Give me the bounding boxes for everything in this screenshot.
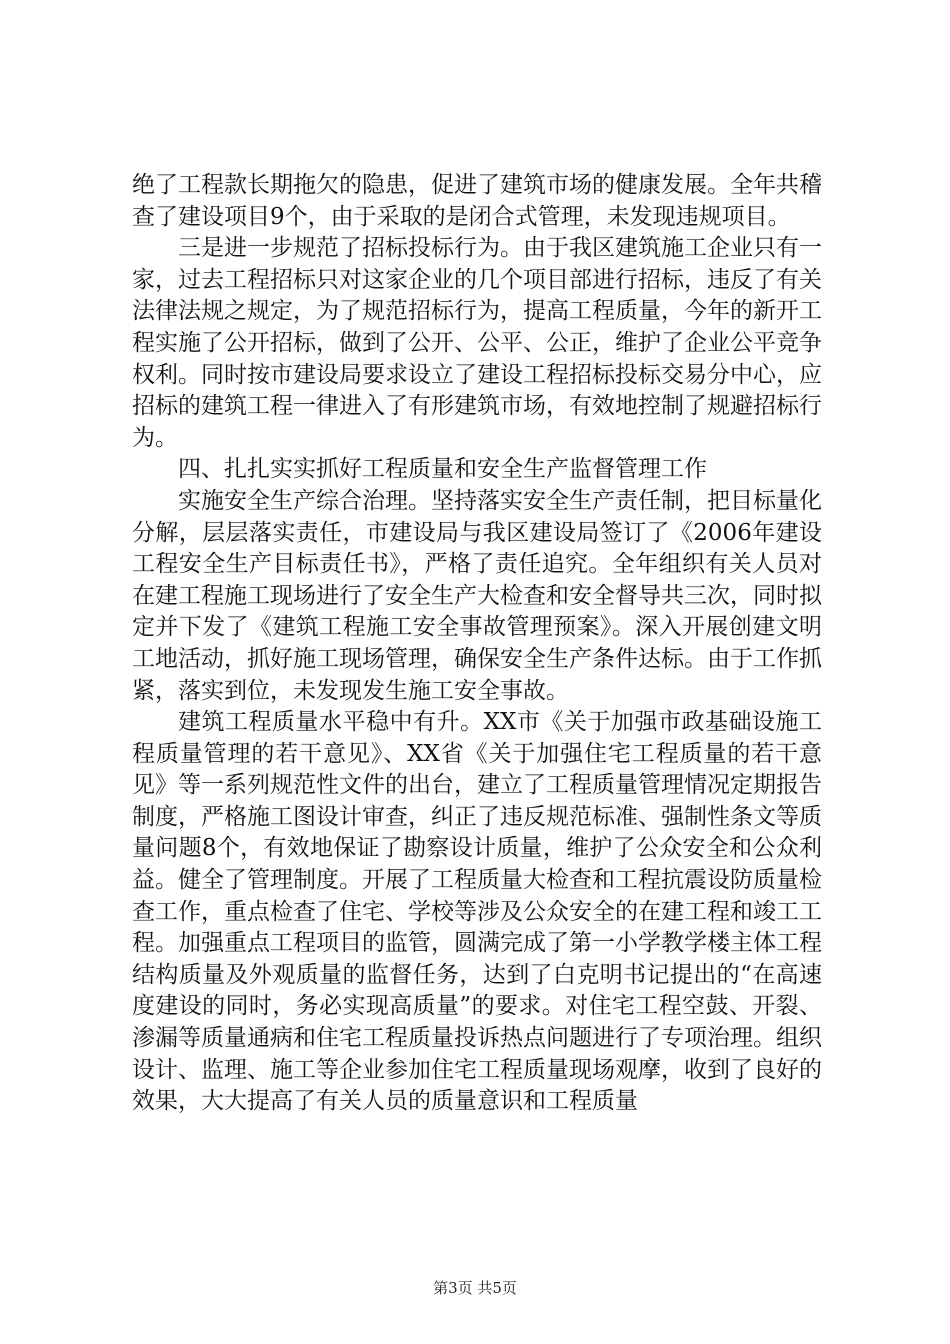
- paragraph-2: 三是进一步规范了招标投标行为。由于我区建筑施工企业只有一家，过去工程招标只对这家企业的几个项目部进行招标，违反了有关法律法规之规定，为了规范招标行为，提高工程质量，今年的新开工程实施了公开招标，做到了公开、公平、公正，维护了企业公平竞争权利。同时按市建设局要求设立了建设工程招标投标交易分中心，应招标的建筑工程一律进入了有形建筑市场，有效地控制了规避招标行为。: [132, 235, 822, 451]
- section-heading: 四、扎扎实实抓好工程质量和安全生产监督管理工作: [178, 456, 707, 483]
- paragraph-1: 绝了工程款长期拖欠的隐患，促进了建筑市场的健康发展。全年共稽查了建设项目9个，由于采取的是闭合式管理，未发现违规项目。: [132, 172, 822, 230]
- paragraph-4: 建筑工程质量水平稳中有升。XX市《关于加强市政基础设施工程质量管理的若干意见》、XX省《关于加强住宅工程质量的若干意见》等一系列规范性文件的出台，建立了工程质量管理情况定期报告制度，严格施工图设计审查，纠正了违反规范标准、强制性条文等质量问题8个，有效地保证了勘察设计质量，维护了公众安全和公众利益。健全了管理制度。开展了工程质量大检查和工程抗震设防质量检查工作，重点检查了住宅、学校等涉及公众安全的在建工程和竣工工程。加强重点工程项目的监管，圆满完成了第一小学教学楼主体工程结构质量及外观质量的监督任务，达到了白克明书记提出的“在高速度建设的同时，务必实现高质量”的要求。对住宅工程空鼓、开裂、渗漏等质量通病和住宅工程质量投诉热点问题进行了专项治理。组织设计、监理、施工等企业参加住宅工程质量现场观摩，收到了良好的效果，大大提高了有关人员的质量意识和工程质量: [132, 709, 822, 1115]
- paragraph-3: 实施安全生产综合治理。坚持落实安全生产责任制，把目标量化分解，层层落实责任，市建设局与我区建设局签订了《2006年建设工程安全生产目标责任书》，严格了责任追究。全年组织有关人员对在建工程施工现场进行了安全生产大检查和安全督导共三次，同时拟定并下发了《建筑工程施工安全事故管理预案》。深入开展创建文明工地活动，抓好施工现场管理，确保安全生产条件达标。由于工作抓紧，落实到位，未发现发生施工安全事故。: [132, 487, 822, 704]
- page-footer: 第3页 共5页: [433, 1279, 517, 1297]
- document-body: [132, 170, 822, 1118]
